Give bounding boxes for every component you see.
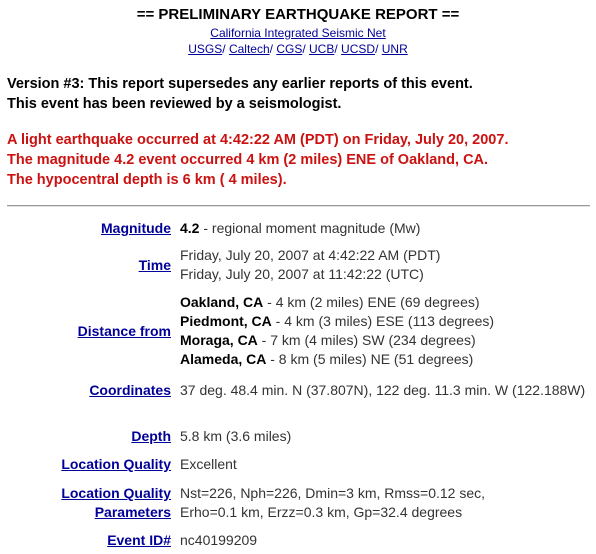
magnitude-number: 4.2 xyxy=(180,220,200,236)
event-id-link[interactable]: Event ID# xyxy=(107,532,171,548)
member-link-usgs[interactable]: USGS xyxy=(188,42,223,56)
version-notice xyxy=(7,74,592,114)
network-line xyxy=(0,26,596,41)
place-detail: - 4 km (2 miles) ENE (69 degrees) xyxy=(263,294,480,310)
location-quality-label xyxy=(61,455,171,474)
event-id-label xyxy=(107,531,171,550)
location-quality-params-label xyxy=(61,484,171,522)
event-id-value: nc40199209 xyxy=(180,532,258,548)
time-local: Friday, July 20, 2007 at 4:42:22 AM (PDT) xyxy=(180,247,441,263)
time-link[interactable]: Time xyxy=(138,257,171,273)
magnitude-label xyxy=(101,219,171,238)
summary-time-line: A light earthquake occurred at 4:42:22 AM (PDT) on Friday, July 20, 2007. xyxy=(7,132,509,148)
event-summary xyxy=(7,130,592,190)
distance-item xyxy=(180,312,592,331)
version-line: Version #3: This report supersedes any earlier reports of this event. xyxy=(7,76,473,92)
place-name: Oakland, CA xyxy=(180,294,264,310)
depth-link[interactable]: Depth xyxy=(131,428,171,444)
divider xyxy=(7,205,590,207)
time-label xyxy=(139,256,171,275)
params-label-line2: Parameters xyxy=(94,504,171,520)
summary-depth-line: The hypocentral depth is 6 km ( 4 miles). xyxy=(7,172,287,188)
place-name: Moraga, CA xyxy=(180,332,258,348)
time-utc: Friday, July 20, 2007 at 11:42:22 (UTC) xyxy=(180,266,424,282)
summary-magnitude-line: The magnitude 4.2 event occurred 4 km (2 miles) ENE of Oakland, CA. xyxy=(7,152,489,168)
location-quality-params-value xyxy=(180,484,592,522)
magnitude-description: - regional moment magnitude (Mw) xyxy=(199,220,421,236)
distance-item xyxy=(180,293,592,312)
distance-item xyxy=(180,350,592,369)
coordinates-value: 37 deg. 48.4 min. N (37.807N), 122 deg. 11.3 min. W (122.188W) xyxy=(180,382,586,398)
distance-item xyxy=(180,331,592,350)
member-link-ucb[interactable]: UCB xyxy=(309,42,335,56)
place-name: Piedmont, CA xyxy=(180,313,272,329)
separator: / xyxy=(375,42,379,56)
magnitude-value xyxy=(180,219,592,238)
place-detail: - 4 km (3 miles) ESE (113 degrees) xyxy=(271,313,495,329)
distance-label xyxy=(78,322,171,341)
member-link-unr[interactable]: UNR xyxy=(381,42,408,56)
distance-list xyxy=(180,293,592,369)
separator: / xyxy=(269,42,273,56)
place-detail: - 7 km (4 miles) SW (234 degrees) xyxy=(257,332,476,348)
member-link-ucsd[interactable]: UCSD xyxy=(341,42,376,56)
depth-value: 5.8 km (3.6 miles) xyxy=(180,428,292,444)
member-links xyxy=(0,42,596,57)
member-link-cgs[interactable]: CGS xyxy=(276,42,303,56)
params-label-line1: Location Quality xyxy=(61,485,171,501)
coordinates-label xyxy=(89,381,171,400)
separator: / xyxy=(334,42,338,56)
location-quality-value: Excellent xyxy=(180,456,237,472)
location-quality-link[interactable]: Location Quality xyxy=(61,456,171,472)
depth-label xyxy=(131,427,171,446)
member-link-caltech[interactable]: Caltech xyxy=(228,42,270,56)
coordinates-link[interactable]: Coordinates xyxy=(89,382,171,398)
magnitude-link[interactable]: Magnitude xyxy=(101,220,171,236)
params-line2: Erho=0.1 km, Erzz=0.3 km, Gp=32.4 degrees xyxy=(180,504,463,520)
place-name: Alameda, CA xyxy=(180,351,267,367)
separator: / xyxy=(302,42,306,56)
place-detail: - 8 km (5 miles) NE (51 degrees) xyxy=(266,351,474,367)
network-link[interactable]: California Integrated Seismic Net xyxy=(210,26,386,40)
distance-link[interactable]: Distance from xyxy=(77,323,171,339)
params-line1: Nst=226, Nph=226, Dmin=3 km, Rmss=0.12 sec, xyxy=(180,485,486,501)
review-line: This event has been reviewed by a seismologist. xyxy=(7,96,342,112)
separator: / xyxy=(222,42,226,56)
time-value xyxy=(180,246,592,284)
page-title: == PRELIMINARY EARTHQUAKE REPORT == xyxy=(136,6,460,23)
location-quality-params-link[interactable] xyxy=(61,485,171,520)
